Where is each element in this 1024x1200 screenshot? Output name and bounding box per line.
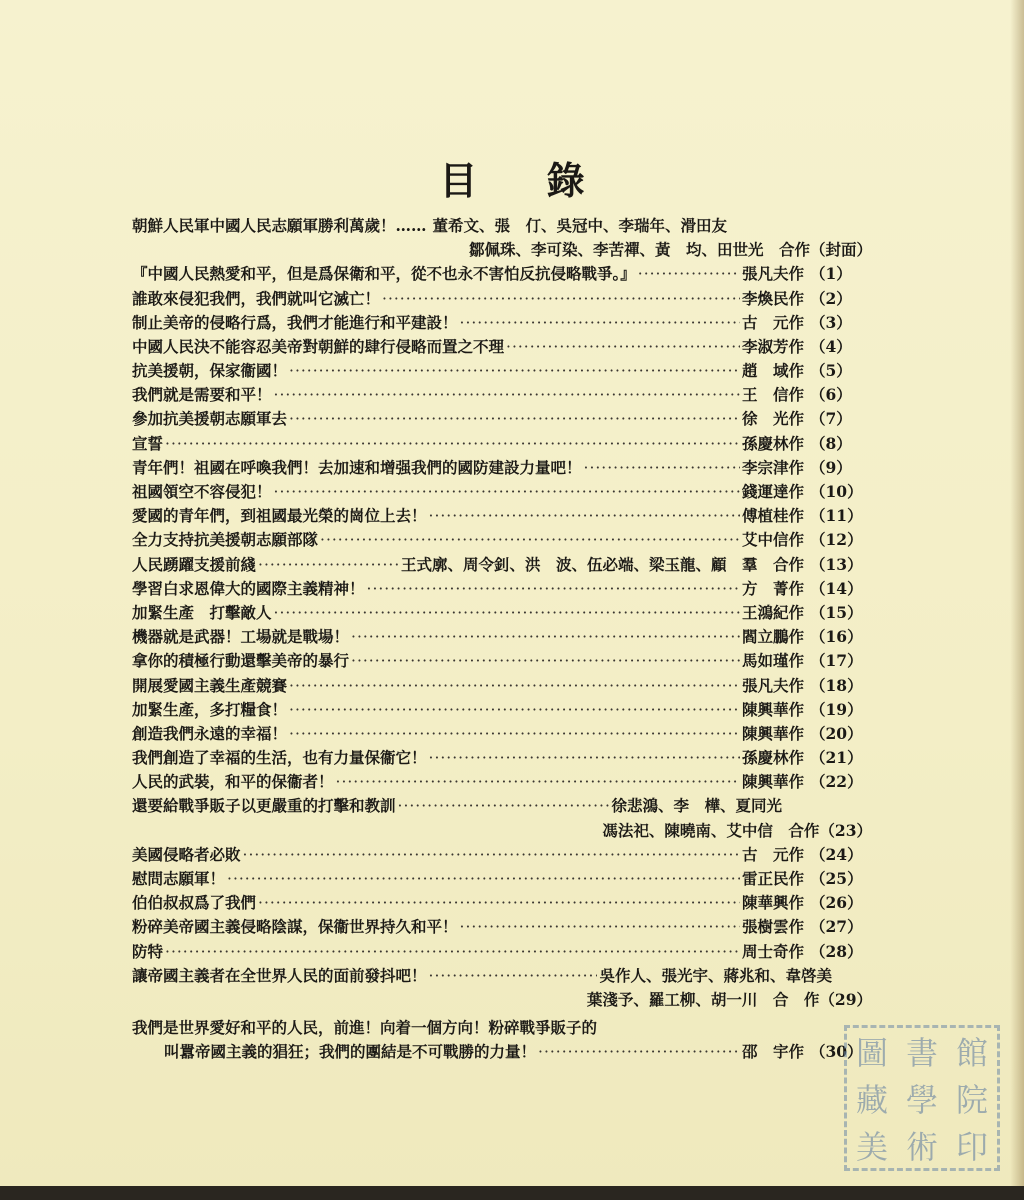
toc-entry-author: 董希文、張 仃、吳冠中、李瑞年、滑田友 [432,215,728,235]
leader-dots [165,940,740,964]
toc-entry-title: 我們就是需要和平！ [132,385,272,405]
leader-dots [638,262,740,286]
toc-entry-page: （18） [810,675,863,695]
toc-entry-author-cont: 葉淺予、羅工柳、胡一川 合 作（29） [586,990,872,1009]
toc-entry-author: 李宗津作 [741,457,804,477]
toc-entry-continuation [132,819,872,843]
seal-glyph: 書 [905,1034,938,1073]
leader-dots [398,794,610,818]
toc-entry [132,480,872,504]
toc-entry-author: 傅植桂作 [741,506,804,526]
toc-entry-title: 誰敢來侵犯我們，我們就叫它滅亡！ [132,288,381,308]
toc-entry-title: 粉碎美帝國主義侵略陰謀，保衞世界持久和平！ [132,917,458,937]
toc-entry [132,915,872,939]
leader-dots [274,480,740,504]
seal-glyph: 圖 [855,1034,888,1073]
leader-dots [382,287,740,311]
toc-entry-page: （20） [810,723,863,743]
leader-dots [460,311,740,335]
leader-dots [289,359,740,383]
toc-entry-page: （5） [810,361,852,381]
toc-entry-title: 宣誓 [132,433,164,453]
toc-entry-author-cont: 馮法祀、陳曉南、艾中信 合作（23） [602,820,872,840]
seal-glyph: 院 [955,1080,988,1119]
toc-entry-page: （4） [810,336,852,356]
toc-entry-author: 李煥民作 [741,288,804,308]
toc-entry [132,528,872,552]
toc-entry-author: 孫慶林作 [741,748,804,768]
toc-entry-page: （28） [810,941,863,961]
toc-entry [132,649,872,673]
toc-entry [132,553,872,577]
toc-entry-title: 讓帝國主義者在全世界人民的面前發抖吧！ [132,965,427,985]
toc-entry-author-cont: 鄒佩珠、李可染、李苦禪、黃 均、田世光 合作（封面） [468,240,872,260]
toc-entry-page: （13） [810,554,863,574]
toc-entry-author: 周士奇作 [741,941,804,961]
toc-entry-page: （8） [810,433,852,453]
toc-entry [132,843,872,867]
leader-dots [227,867,740,891]
toc-entry [132,456,872,480]
toc-entry-title: 機器就是武器！工場就是戰場！ [132,627,350,647]
leader-dots [165,432,740,456]
toc-entry-title: 中國人民決不能容忍美帝對朝鮮的肆行侵略而置之不理 [132,336,505,356]
toc-entry-page: （7） [810,409,852,429]
toc-entry-title: 防特 [132,941,164,961]
toc-entry [132,940,872,964]
toc-entry-author: 錢運達作 [741,482,804,502]
leader-dots [584,456,740,480]
toc-entry-page: （11） [810,506,863,526]
toc-entry-author: 李淑芳作 [741,336,804,356]
toc-entry-page: （16） [810,627,863,647]
toc-entry-author: 張凡夫作 [741,264,804,284]
toc-entry-page: （6） [810,385,852,405]
toc-entry-author: 王式廓、周令釗、洪 波、伍必端、梁玉龍、顧 羣 合作 [400,554,804,574]
toc-entry-title: 還要給戰爭販子以更嚴重的打擊和教訓 [132,796,396,816]
toc-entry-author: 孫慶林作 [741,433,804,453]
toc-entry-author: 閻立鵬作 [741,627,804,647]
toc-entry-title: 開展愛國主義生產競賽 [132,675,288,695]
seal-glyph: 術 [905,1127,938,1166]
toc-entry [132,262,872,286]
toc-entry [132,964,872,988]
toc-entry-page: （30） [810,1042,863,1062]
toc-entry [132,625,872,649]
leader-dots [289,698,740,722]
toc-entry-page: （27） [810,917,863,937]
toc-entry-page: （22） [810,772,863,792]
toc-entry-author: 馬如瑾作 [741,651,804,671]
toc-entry [132,891,872,915]
toc-entry-page: （2） [810,288,852,308]
toc-entry [132,311,872,335]
toc-entry-author: 雷正民作 [741,869,804,889]
leader-dots [320,528,740,552]
leader-dots [274,601,740,625]
toc-entry-page: （19） [810,699,863,719]
toc-entry-author: 陳興華作 [741,772,804,792]
toc-entry-author: 古 元作 [741,844,804,864]
seal-glyph: 館 [955,1034,988,1073]
toc-entry-title: 參加抗美援朝志願軍去 [132,409,288,429]
leader-dots [506,335,740,359]
toc-entry-title: 青年們！祖國在呼喚我們！去加速和增强我們的國防建設力量吧！ [132,457,582,477]
toc-entry-author: 張凡夫作 [741,675,804,695]
toc-entry [132,214,872,238]
toc-entry [132,674,872,698]
toc-entry [132,795,872,819]
library-seal-stamp [844,1025,1000,1171]
toc-entry-title: 加緊生產，多打糧食！ [132,699,288,719]
leader-dots [538,1040,740,1064]
toc-entry [132,577,872,601]
toc-entry-page: （9） [810,457,852,477]
toc-entry [132,504,872,528]
toc-entry-page: （25） [810,869,863,889]
toc-entry [132,432,872,456]
leader-dots [289,407,740,431]
leader-dots [258,553,399,577]
toc-entry-title: 慰問志願軍！ [132,869,226,889]
leader-dots [243,843,740,867]
table-of-contents [132,214,872,1065]
toc-entry-title: 美國侵略者必敗 [132,844,241,864]
toc-entry-page: （10） [810,482,863,502]
toc-entry-author: 趙 域作 [741,361,804,381]
toc-entry-title: 愛國的青年們，到祖國最光榮的崗位上去！ [132,506,427,526]
leader-dots [429,746,740,770]
toc-entry-author: 陳興華作 [741,723,804,743]
toc-entry-author: 吳作人、張光宇、蔣兆和、韋啓美 [599,965,832,985]
toc-entry [132,335,872,359]
toc-entry-continuation [132,988,872,1012]
toc-entry-title: 抗美援朝，保家衞國！ [132,361,288,381]
page-bottom-edge [0,1186,1024,1200]
toc-entry-title: 全力支持抗美援朝志願部隊 [132,530,319,550]
toc-entry-title: 伯伯叔叔爲了我們 [132,893,257,913]
toc-entry-title: 加緊生產 打擊敵人 [132,602,272,622]
toc-entry-title: 人民的武裝，和平的保衞者！ [132,772,334,792]
toc-entry-author: 徐悲鴻、李 樺、夏同光 [611,796,782,816]
toc-entry-author: 徐 光作 [741,409,804,429]
leader-dots [351,625,740,649]
toc-entry [132,383,872,407]
leader-dots [289,674,740,698]
toc-entry [132,601,872,625]
toc-entry-author: 古 元作 [741,312,804,332]
toc-entry-page: （14） [810,578,863,598]
toc-entry-page: （1） [810,264,852,284]
leader-dots [289,722,740,746]
toc-entry [132,359,872,383]
toc-entry-page: （21） [810,748,863,768]
leader-dots [429,964,598,988]
toc-entry [132,746,872,770]
toc-entry-title: 祖國領空不容侵犯！ [132,482,272,502]
page-title: 目 錄 [439,158,613,203]
toc-entry [132,770,872,794]
toc-entry-author: 王 信作 [741,385,804,405]
toc-entry-author: 艾中信作 [741,530,804,550]
toc-entry-title: 創造我們永遠的幸福！ [132,723,288,743]
leader-dots [351,649,740,673]
seal-glyph: 藏 [855,1080,888,1119]
toc-entry-page: （24） [810,844,863,864]
toc-entry-title: 學習白求恩偉大的國際主義精神！ [132,578,365,598]
toc-entry [132,722,872,746]
toc-entry-title-cont: 叫囂帝國主義的猖狂；我們的團結是不可戰勝的力量！ [164,1042,537,1062]
toc-entry-title: 我們是世界愛好和平的人民，前進！向着一個方向！粉碎戰爭販子的 [132,1018,598,1038]
toc-entry-author: 張樹雲作 [741,917,804,937]
toc-entry [132,867,872,891]
toc-entry [132,1016,872,1040]
toc-entry-author: 邵 宇作 [741,1042,804,1062]
toc-entry-title: 拿你的積極行動還擊美帝的暴行 [132,651,350,671]
seal-glyph: 印 [955,1127,988,1166]
leader-dots [367,577,740,601]
leader-dots [258,891,740,915]
toc-entry-page: （26） [810,893,863,913]
toc-entry-author: 陳華興作 [741,893,804,913]
leader-dots [336,770,740,794]
toc-entry-title: 我們創造了幸福的生活，也有力量保衞它！ [132,748,427,768]
leader-dots [274,383,740,407]
toc-entry-continuation [132,238,872,262]
toc-entry-title: 人民踴躍支援前綫 [132,554,257,574]
toc-entry-page: （3） [810,312,852,332]
toc-entry [132,408,872,432]
leader-dots [429,504,740,528]
leader-dots [460,915,740,939]
toc-entry [132,287,872,311]
seal-glyph: 學 [905,1080,938,1119]
toc-entry-title: 朝鮮人民軍中國人民志願軍勝利萬歲！…… [132,215,427,235]
toc-entry-page: （17） [810,651,863,671]
toc-entry-author: 王鴻紀作 [741,602,804,622]
toc-entry-page: （12） [810,530,863,550]
toc-entry-author: 陳興華作 [741,699,804,719]
toc-entry-continuation [132,1040,872,1064]
toc-entry-page: （15） [810,602,863,622]
toc-entry-title: 制止美帝的侵略行爲，我們才能進行和平建設！ [132,312,458,332]
toc-entry-author: 方 菁作 [741,578,804,598]
seal-glyph: 美 [855,1127,888,1166]
toc-entry-title: 『中國人民熱愛和平，但是爲保衛和平，從不也永不害怕反抗侵略戰爭。』 [132,264,636,284]
page-edge-shadow [1010,0,1024,1200]
toc-entry [132,698,872,722]
